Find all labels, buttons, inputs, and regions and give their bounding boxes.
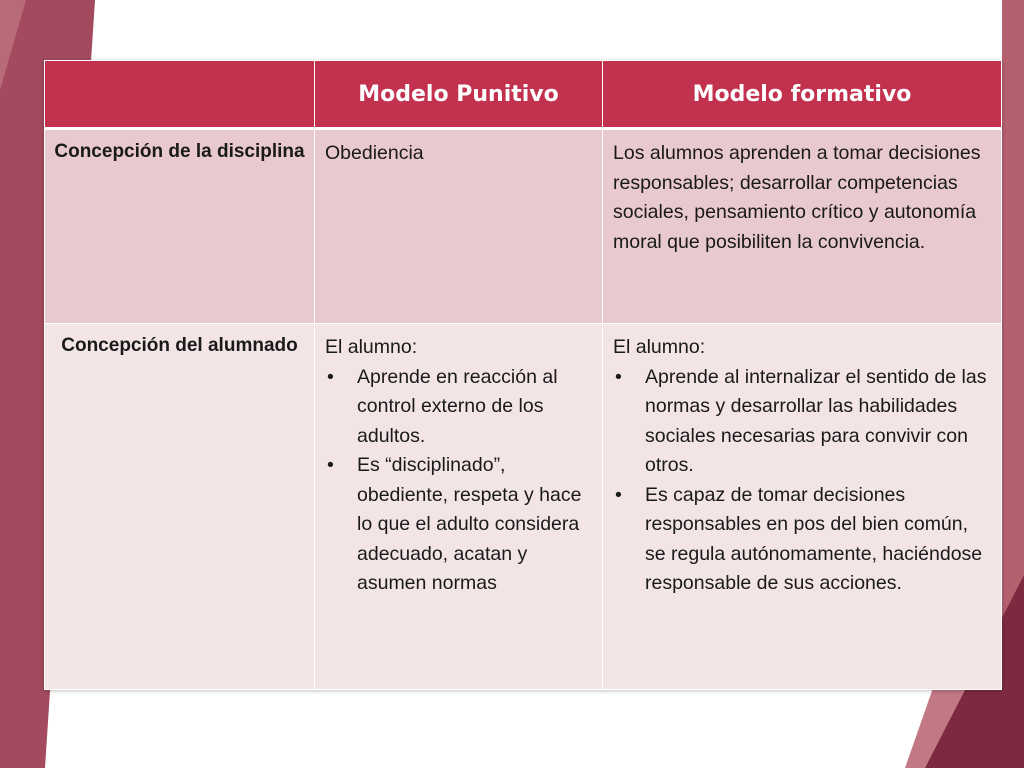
cell-intro: El alumno: <box>325 336 418 358</box>
cell-formativo-alumnado <box>603 324 1002 690</box>
cell-punitivo-disciplina: Obediencia <box>315 129 603 324</box>
list-item <box>613 481 993 599</box>
header-empty-cell <box>45 61 315 129</box>
bullet-list <box>613 363 993 599</box>
list-item-text: Aprende en reacción al control externo de los adultos. <box>357 365 558 447</box>
comparison-table <box>44 60 1002 690</box>
bullet-icon: • <box>327 454 334 476</box>
list-item <box>613 363 993 481</box>
list-item <box>325 451 594 599</box>
table-header-row <box>45 61 1002 129</box>
list-item-text: Es “disciplinado”, obediente, respeta y hace lo que el adulto considera adecuado, acatan y asumen normas <box>357 454 582 594</box>
cell-formativo-disciplina: Los alumnos aprenden a tomar decisiones responsables; desarrollar competencias sociales, pensamiento crítico y autonomía moral que posibiliten la convivencia. <box>603 129 1002 324</box>
table-row-alumnado <box>45 324 1002 690</box>
bullet-list <box>325 363 594 599</box>
list-item-text: Aprende al internalizar el sentido de las normas y desarrollar las habilidades sociales necesarias para convivir con otros. <box>645 365 987 476</box>
bullet-icon: • <box>615 483 622 506</box>
cell-intro: El alumno: <box>613 336 706 358</box>
header-modelo-punitivo: Modelo Punitivo <box>315 61 603 129</box>
row-label-disciplina: Concepción de la disciplina <box>45 129 315 324</box>
bullet-icon: • <box>327 365 334 388</box>
cell-punitivo-alumnado <box>315 324 603 690</box>
table-row-disciplina <box>45 129 1002 324</box>
header-modelo-formativo: Modelo formativo <box>603 61 1002 129</box>
bullet-icon: • <box>615 365 622 388</box>
row-label-alumnado: Concepción del alumnado <box>45 324 315 690</box>
list-item-text: Es capaz de tomar decisiones responsables en pos del bien común, se regula autónomamente, haciéndose responsable de sus acciones. <box>645 483 983 594</box>
list-item <box>325 363 594 452</box>
